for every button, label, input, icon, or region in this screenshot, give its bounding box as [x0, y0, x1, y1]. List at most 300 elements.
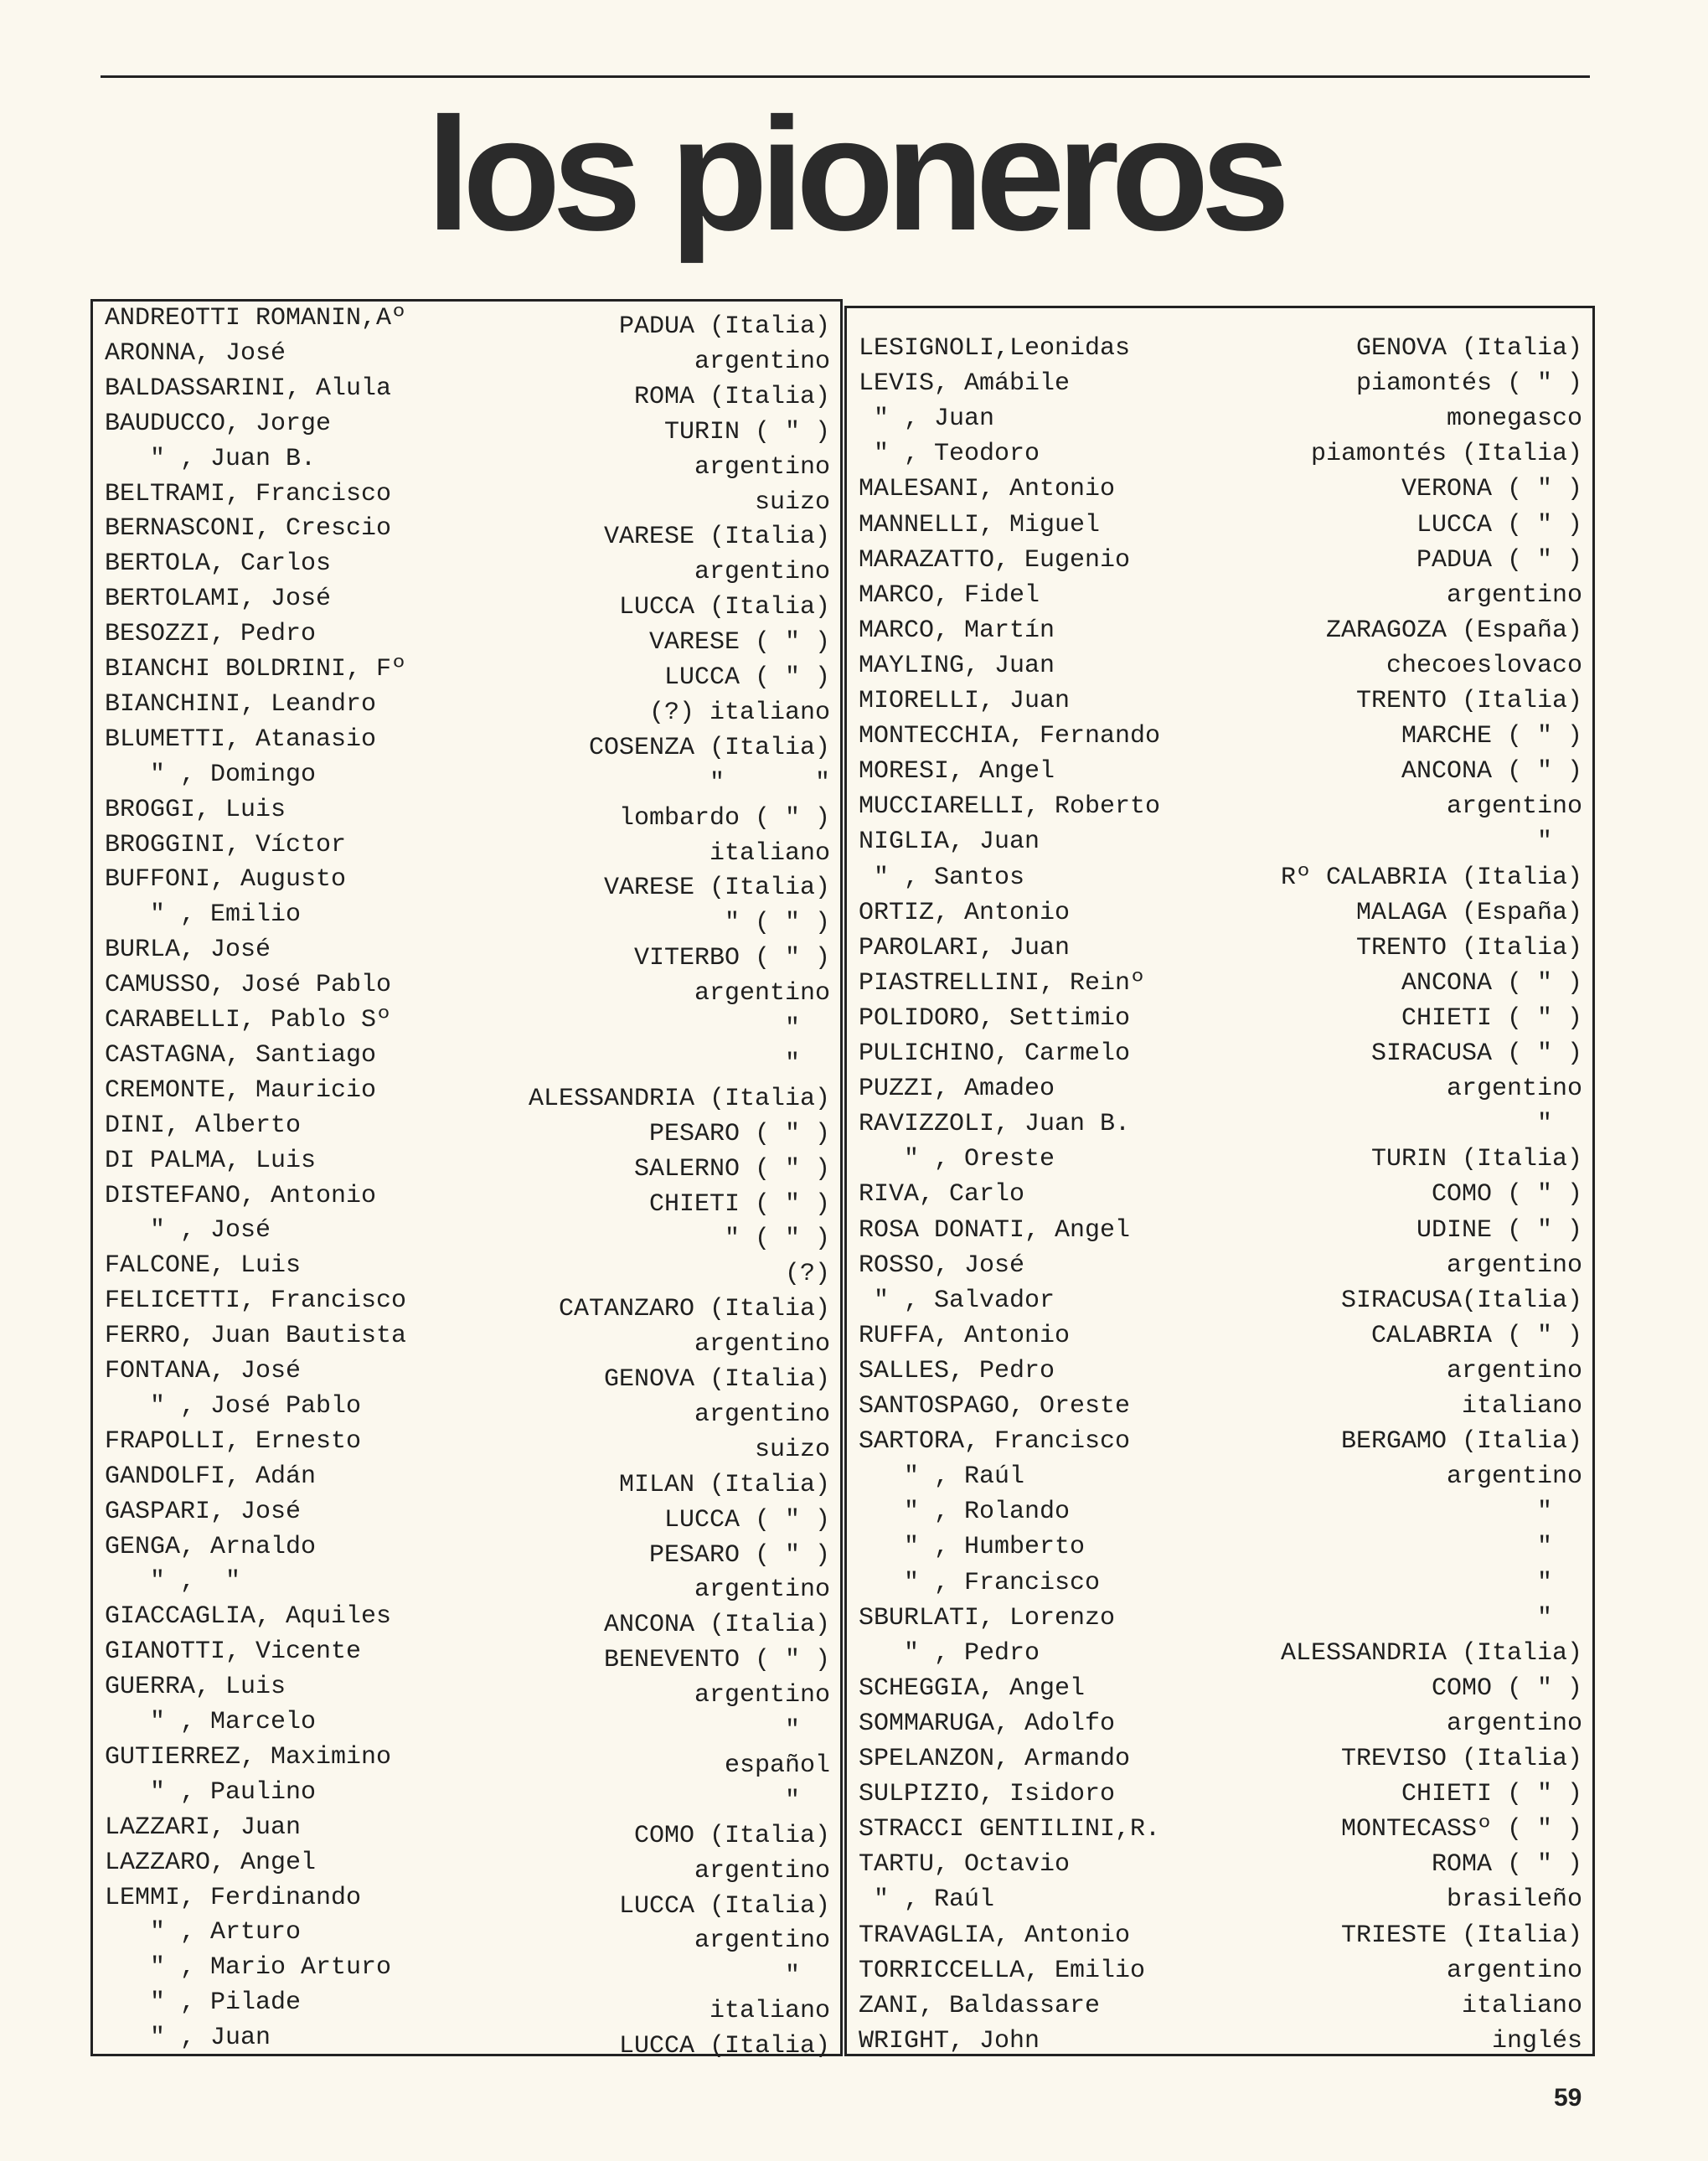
person-name: " , " [105, 1567, 241, 1596]
list-item [859, 1249, 1582, 1282]
person-origin: argentino [1446, 792, 1582, 822]
person-origin: argentino [1446, 1956, 1582, 1985]
person-name: POLIDORO, Settimio [859, 1003, 1131, 1033]
person-origin: VARESE ( " ) [648, 628, 830, 658]
person-origin: argentino [694, 1681, 830, 1710]
list-item [859, 1919, 1582, 1952]
person-origin: " " [709, 768, 830, 797]
person-origin: " [784, 1962, 830, 1991]
person-origin: italiano [1461, 1392, 1582, 1421]
list-item [105, 1846, 830, 1885]
list-item [859, 1813, 1582, 1846]
person-name: " , Domingo [105, 760, 317, 789]
list-item [859, 508, 1582, 542]
list-item [859, 579, 1582, 612]
person-origin: ALESSANDRIA (Italia) [528, 1084, 830, 1113]
person-name: MORESI, Angel [859, 757, 1055, 787]
person-name: MAYLING, Juan [859, 651, 1055, 680]
person-name: MUCCIARELLI, Roberto [859, 792, 1161, 822]
person-name: PULICHINO, Carmelo [859, 1039, 1131, 1068]
person-origin: COMO ( " ) [1431, 1180, 1582, 1209]
person-origin: inglés [1491, 2026, 1582, 2055]
list-item [105, 1495, 830, 1534]
person-origin: argentino [1446, 1462, 1582, 1492]
list-item [105, 1600, 830, 1640]
person-origin: VARESE (Italia) [603, 874, 830, 903]
list-item [859, 1107, 1582, 1141]
person-origin: ANCONA ( " ) [1401, 757, 1582, 787]
person-origin: ANCONA (Italia) [603, 1611, 830, 1640]
person-name: SARTORA, Francisco [859, 1427, 1131, 1457]
person-name: GIANOTTI, Vicente [105, 1638, 362, 1667]
list-item [859, 1425, 1582, 1458]
person-origin: argentino [694, 347, 830, 376]
list-item [105, 1986, 830, 2026]
list-item [859, 1214, 1582, 1247]
person-origin: argentino [1446, 1709, 1582, 1738]
person-name: BIANCHINI, Leandro [105, 689, 377, 719]
person-name: MANNELLI, Miguel [859, 510, 1101, 539]
person-name: " , Francisco [859, 1568, 1101, 1597]
page-title: los pioneros [426, 84, 1282, 264]
list-item [859, 755, 1582, 788]
person-name: ANDREOTTI ROMANIN,Aº [105, 304, 407, 333]
person-name: RIVA, Carlo [859, 1180, 1025, 1209]
person-origin: COMO (Italia) [633, 1821, 830, 1850]
person-origin: LUCCA (Italia) [618, 2032, 830, 2061]
person-origin: " [1536, 1498, 1582, 1527]
list-item [105, 442, 830, 482]
person-origin: PESARO ( " ) [648, 1540, 830, 1570]
person-origin: " [784, 1014, 830, 1043]
person-name: LAZZARI, Juan [105, 1813, 302, 1842]
list-item [105, 1319, 830, 1359]
person-name: ROSA DONATI, Angel [859, 1215, 1131, 1245]
person-origin: BERGAMO (Italia) [1340, 1427, 1582, 1457]
list-item [105, 372, 830, 411]
person-origin: argentino [694, 1576, 830, 1605]
person-origin: TREVISO (Italia) [1340, 1745, 1582, 1773]
person-origin: argentino [694, 558, 830, 587]
person-origin: " [1536, 828, 1582, 857]
person-origin: TURIN (Italia) [1370, 1145, 1582, 1174]
person-origin: suizo [754, 1435, 830, 1464]
page-number: 59 [1554, 2084, 1582, 2112]
person-origin: LUCCA ( " ) [663, 1505, 830, 1534]
list-item [859, 1566, 1582, 1600]
list-item [105, 1635, 830, 1675]
person-name: " , Mario Arturo [105, 1953, 392, 1983]
person-name: FONTANA, José [105, 1357, 302, 1385]
person-origin: argentino [694, 979, 830, 1008]
list-item [105, 1530, 830, 1570]
person-name: PAROLARI, Juan [859, 933, 1071, 962]
person-name: DISTEFANO, Antonio [105, 1181, 377, 1210]
person-origin: GENOVA (Italia) [603, 1365, 830, 1394]
person-origin: CATANZARO (Italia) [558, 1295, 830, 1324]
list-item [105, 1354, 830, 1394]
list-item [105, 688, 830, 727]
person-origin: " [784, 1786, 830, 1815]
list-item [105, 1916, 830, 1956]
list-item [105, 1179, 830, 1219]
person-origin: GENOVA (Italia) [1355, 334, 1582, 363]
person-origin: italiano [709, 838, 830, 868]
person-name: " , Oreste [859, 1145, 1055, 1174]
person-name: WRIGHT, John [859, 2026, 1040, 2055]
person-origin: italiano [709, 1997, 830, 2026]
person-name: MARAZATTO, Eugenio [859, 545, 1131, 575]
person-name: SULPIZIO, Isidoro [859, 1780, 1116, 1809]
person-origin: VARESE (Italia) [603, 523, 830, 552]
list-item [105, 1074, 830, 1113]
list-item [105, 1003, 830, 1043]
person-name: CAMUSSO, José Pablo [105, 971, 392, 1000]
person-origin: " ( " ) [724, 1225, 830, 1254]
person-name: BERTOLA, Carlos [105, 549, 332, 579]
person-origin: ROMA (Italia) [633, 382, 830, 411]
person-name: ARONNA, José [105, 338, 286, 368]
top-rule [101, 75, 1590, 78]
person-origin: argentino [1446, 1251, 1582, 1280]
person-origin: MALAGA (España) [1355, 898, 1582, 927]
person-name: FALCONE, Luis [105, 1251, 302, 1281]
list-item [105, 863, 830, 903]
person-origin: COSENZA (Italia) [588, 733, 830, 762]
person-name: TORRICCELLA, Emilio [859, 1956, 1146, 1985]
person-name: GUERRA, Luis [105, 1673, 286, 1702]
person-name: SBURLATI, Lorenzo [859, 1603, 1116, 1632]
person-origin: italiano [1461, 1991, 1582, 2020]
person-name: LEVIS, Amábile [859, 369, 1071, 399]
person-name: " , Rolando [859, 1498, 1071, 1527]
list-item [105, 1039, 830, 1078]
left-column-box [90, 299, 843, 2061]
person-origin: VERONA ( " ) [1401, 475, 1582, 504]
person-origin: Rº CALABRIA (Italia) [1280, 863, 1582, 892]
person-origin: PADUA (Italia) [618, 312, 830, 341]
person-name: " , José [105, 1216, 271, 1246]
list-item [859, 367, 1582, 400]
person-name: " , Humberto [859, 1533, 1086, 1562]
person-name: MARCO, Fidel [859, 580, 1040, 610]
list-item [859, 1002, 1582, 1035]
person-origin: argentino [1446, 1075, 1582, 1104]
person-origin: LUCCA (Italia) [618, 1891, 830, 1921]
list-item [105, 1705, 830, 1745]
list-item [105, 1565, 830, 1605]
person-name: MIORELLI, Juan [859, 687, 1071, 715]
person-origin: MONTECASSº ( " ) [1340, 1815, 1582, 1844]
person-name: SALLES, Pedro [859, 1356, 1055, 1385]
list-item [105, 968, 830, 1008]
list-item [105, 1741, 830, 1780]
list-item [859, 1495, 1582, 1529]
person-origin: CHIETI ( " ) [1401, 1003, 1582, 1033]
person-origin: MILAN (Italia) [618, 1470, 830, 1499]
list-item [859, 1637, 1582, 1670]
list-item [859, 1954, 1582, 1988]
person-name: STRACCI GENTILINI,R. [859, 1815, 1161, 1844]
list-item [859, 1742, 1582, 1776]
person-name: " , Salvador [859, 1286, 1055, 1315]
person-name: " , Paulino [105, 1777, 317, 1807]
list-item [859, 1601, 1582, 1635]
person-origin: brasileño [1446, 1885, 1582, 1915]
list-item [859, 1883, 1582, 1916]
person-origin: piamontés (Italia) [1310, 440, 1582, 469]
list-item [859, 1530, 1582, 1564]
person-name: MONTECCHIA, Fernando [859, 722, 1161, 751]
list-item [105, 1425, 830, 1464]
person-origin: checoeslovaco [1385, 651, 1582, 680]
person-origin: (?) italiano [648, 698, 830, 727]
list-item [105, 2021, 830, 2061]
person-name: RAVIZZOLI, Juan B. [859, 1110, 1131, 1139]
person-name: BERTOLAMI, José [105, 585, 332, 614]
person-origin: VITERBO ( " ) [633, 944, 830, 973]
person-name: " , Teodoro [859, 440, 1040, 469]
person-name: BROGGI, Luis [105, 795, 286, 824]
list-item [105, 1144, 830, 1184]
person-name: TRAVAGLIA, Antonio [859, 1921, 1131, 1950]
list-item [105, 758, 830, 797]
list-item [105, 1776, 830, 1815]
person-origin: " [1536, 1603, 1582, 1632]
person-name: SOMMARUGA, Adolfo [859, 1709, 1116, 1738]
person-name: SCHEGGIA, Angel [859, 1674, 1086, 1703]
list-item [859, 1354, 1582, 1388]
list-item [859, 1072, 1582, 1106]
list-item [859, 967, 1582, 1000]
person-name: BESOZZI, Pedro [105, 620, 317, 649]
person-origin: MARCHE ( " ) [1401, 722, 1582, 751]
person-origin: argentino [694, 452, 830, 482]
person-origin: monegasco [1446, 405, 1582, 434]
person-origin: BENEVENTO ( " ) [603, 1646, 830, 1675]
list-item [859, 544, 1582, 577]
person-name: PUZZI, Amadeo [859, 1075, 1055, 1104]
person-origin: CHIETI ( " ) [648, 1189, 830, 1219]
person-origin: argentino [1446, 1356, 1582, 1385]
person-name: CASTAGNA, Santiago [105, 1040, 377, 1070]
list-item [859, 472, 1582, 506]
person-name: LESIGNOLI,Leonidas [859, 334, 1131, 363]
list-item [859, 861, 1582, 895]
list-item [105, 1881, 830, 1921]
list-item [105, 652, 830, 692]
person-origin: suizo [754, 487, 830, 517]
person-name: " , Marcelo [105, 1708, 317, 1736]
person-name: BURLA, José [105, 936, 271, 965]
person-origin: español [724, 1751, 830, 1780]
person-origin: " [1536, 1568, 1582, 1597]
person-origin: ALESSANDRIA (Italia) [1280, 1638, 1582, 1668]
list-item [859, 896, 1582, 930]
person-origin: SALERNO ( " ) [633, 1154, 830, 1184]
list-item [859, 1037, 1582, 1070]
list-item [859, 1142, 1582, 1176]
person-name: BELTRAMI, Francisco [105, 479, 392, 508]
person-origin: UDINE ( " ) [1416, 1215, 1582, 1245]
person-origin: LUCCA ( " ) [663, 663, 830, 692]
person-origin: ROMA ( " ) [1431, 1850, 1582, 1880]
person-origin: " [1536, 1110, 1582, 1139]
person-origin: " [784, 1049, 830, 1078]
list-item [105, 337, 830, 376]
person-name: BROGGINI, Víctor [105, 830, 347, 859]
person-name: " , Juan B. [105, 444, 317, 473]
list-item [859, 1707, 1582, 1741]
person-name: GUTIERREZ, Maximino [105, 1742, 392, 1772]
list-item [859, 402, 1582, 436]
list-item [859, 790, 1582, 823]
list-item [859, 1989, 1582, 2023]
person-origin: piamontés ( " ) [1355, 369, 1582, 399]
list-item [859, 614, 1582, 647]
person-origin: PESARO ( " ) [648, 1119, 830, 1148]
list-item [859, 1319, 1582, 1353]
person-name: SANTOSPAGO, Oreste [859, 1392, 1131, 1421]
person-origin: LUCCA (Italia) [618, 593, 830, 622]
person-name: ZANI, Baldassare [859, 1991, 1101, 2020]
person-name: " , Santos [859, 863, 1025, 892]
person-name: SPELANZON, Armando [859, 1745, 1131, 1773]
person-name: BIANCHI BOLDRINI, Fº [105, 655, 407, 683]
person-name: FELICETTI, Francisco [105, 1287, 407, 1316]
list-item [105, 582, 830, 622]
person-origin: TRIESTE (Italia) [1340, 1921, 1582, 1950]
person-name: " , Pilade [105, 1988, 302, 2018]
list-item [105, 1811, 830, 1850]
person-origin: SIRACUSA(Italia) [1340, 1286, 1582, 1315]
list-item [859, 1777, 1582, 1811]
list-item [859, 719, 1582, 753]
person-name: BALDASSARINI, Alula [105, 374, 392, 403]
list-item [859, 332, 1582, 365]
person-name: BAUDUCCO, Jorge [105, 409, 332, 438]
person-name: FRAPOLLI, Ernesto [105, 1426, 362, 1456]
list-item [105, 793, 830, 833]
right-column-box [844, 306, 1595, 2056]
person-origin: TRENTO (Italia) [1355, 933, 1582, 962]
person-name: CARABELLI, Pablo Sº [105, 1006, 392, 1034]
person-origin: lombardo ( " ) [618, 803, 830, 833]
list-item [105, 898, 830, 938]
person-name: FERRO, Juan Bautista [105, 1322, 407, 1351]
person-name: TARTU, Octavio [859, 1850, 1071, 1880]
person-name: ORTIZ, Antonio [859, 898, 1071, 927]
list-item [105, 477, 830, 517]
list-item [105, 407, 830, 446]
list-item [859, 437, 1582, 471]
person-origin: SIRACUSA ( " ) [1370, 1039, 1582, 1068]
person-origin: TURIN ( " ) [663, 417, 830, 446]
person-name: " , Raúl [859, 1462, 1025, 1492]
person-origin: argentino [1446, 580, 1582, 610]
list-item [105, 1214, 830, 1254]
person-name: GASPARI, José [105, 1497, 302, 1526]
list-item [105, 547, 830, 587]
person-name: " , Arturo [105, 1918, 302, 1947]
person-origin: " [1536, 1533, 1582, 1562]
person-name: MALESANI, Antonio [859, 475, 1116, 504]
list-item [105, 1249, 830, 1289]
person-origin: argentino [694, 1400, 830, 1429]
list-item [105, 617, 830, 658]
person-origin: ANCONA ( " ) [1401, 968, 1582, 998]
person-name: ROSSO, José [859, 1251, 1025, 1280]
person-name: GANDOLFI, Adán [105, 1462, 317, 1491]
person-origin: COMO ( " ) [1431, 1674, 1582, 1703]
person-origin: PADUA ( " ) [1416, 545, 1582, 575]
person-name: BLUMETTI, Atanasio [105, 725, 377, 754]
person-name: DI PALMA, Luis [105, 1146, 317, 1175]
list-item [105, 1460, 830, 1499]
list-item [859, 825, 1582, 859]
list-item [859, 1848, 1582, 1881]
list-item [105, 1109, 830, 1148]
person-name: CREMONTE, Mauricio [105, 1075, 377, 1105]
person-name: " , Emilio [105, 900, 302, 930]
person-name: LEMMI, Ferdinando [105, 1883, 362, 1912]
list-item [859, 1284, 1582, 1318]
person-origin: argentino [694, 1330, 830, 1359]
list-item [859, 684, 1582, 718]
list-item [859, 1460, 1582, 1493]
person-name: BUFFONI, Augusto [105, 865, 347, 895]
person-name: MARCO, Martín [859, 616, 1055, 645]
person-origin: argentino [694, 1856, 830, 1885]
person-origin: (?) [784, 1260, 830, 1289]
list-item [859, 1390, 1582, 1423]
list-item [105, 512, 830, 552]
list-item [105, 828, 830, 868]
person-name: " , Juan [859, 405, 995, 434]
list-item [105, 723, 830, 762]
person-origin: " ( " ) [724, 909, 830, 938]
person-origin: ZARAGOZA (España) [1325, 616, 1582, 645]
person-origin: TRENTO (Italia) [1355, 687, 1582, 715]
list-item [105, 1390, 830, 1429]
list-item [859, 2024, 1582, 2058]
person-name: " , Raúl [859, 1885, 995, 1915]
list-item [105, 1284, 830, 1324]
person-name: BERNASCONI, Crescio [105, 514, 392, 544]
person-name: " , José Pablo [105, 1391, 362, 1421]
person-origin: " [784, 1716, 830, 1745]
person-name: " , Juan [105, 2024, 271, 2053]
list-item [105, 933, 830, 973]
list-item [859, 1178, 1582, 1211]
list-item [859, 649, 1582, 683]
person-name: RUFFA, Antonio [859, 1321, 1071, 1350]
person-name: NIGLIA, Juan [859, 828, 1040, 857]
person-name: GIACCAGLIA, Aquiles [105, 1602, 392, 1632]
list-item [105, 302, 830, 341]
person-name: DINI, Alberto [105, 1111, 302, 1140]
list-item [859, 1672, 1582, 1705]
person-name: PIASTRELLINI, Reinº [859, 968, 1146, 998]
list-item [859, 931, 1582, 965]
list-item [105, 1670, 830, 1710]
list-item [105, 1951, 830, 1991]
person-name: GENGA, Arnaldo [105, 1532, 317, 1561]
person-name: LAZZARO, Angel [105, 1848, 317, 1877]
person-origin: LUCCA ( " ) [1416, 510, 1582, 539]
person-name: " , Pedro [859, 1638, 1040, 1668]
person-origin: CHIETI ( " ) [1401, 1780, 1582, 1809]
